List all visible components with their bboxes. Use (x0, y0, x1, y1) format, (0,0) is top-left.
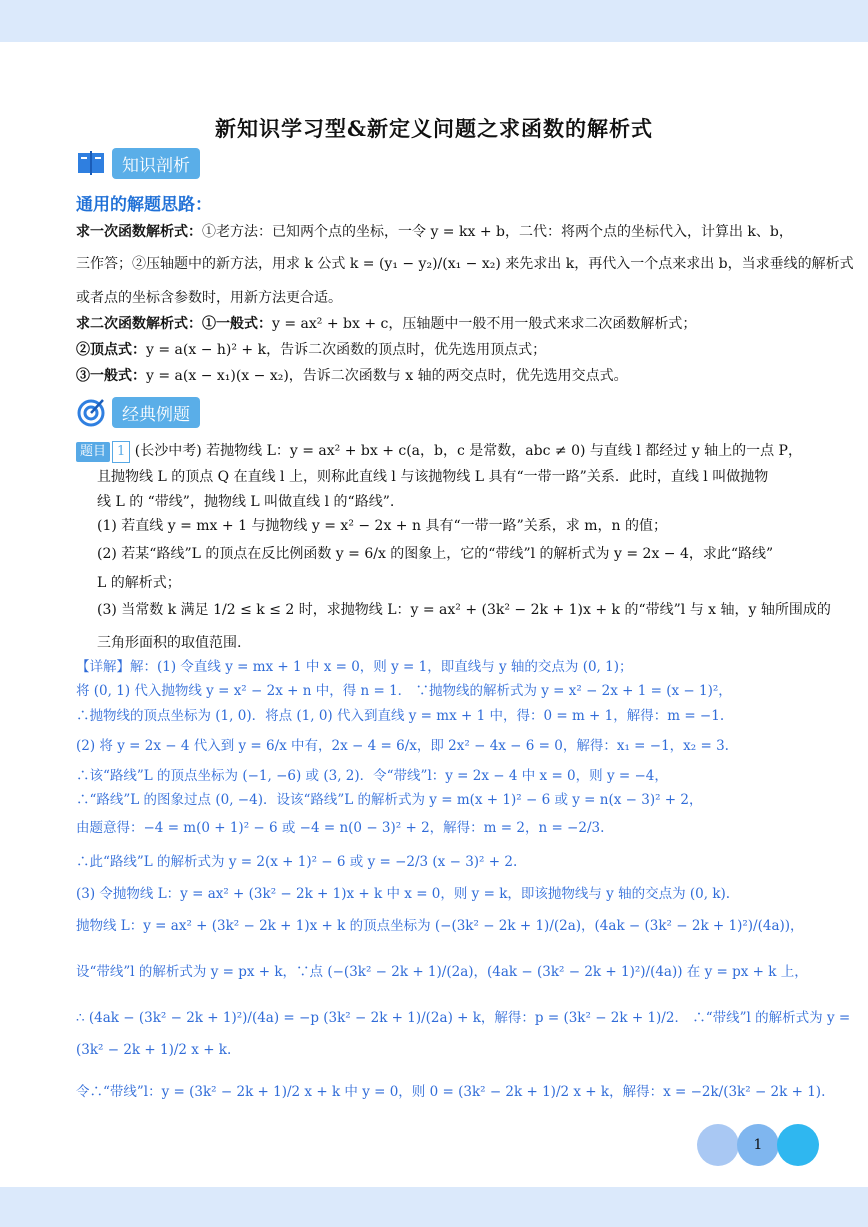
solution-line: ∴该“路线”L 的顶点坐标为 (−1, −6) 或 (3, 2)．令“带线”l：y = 2x − 4 中 x = 0，则 y = −4， (76, 768, 668, 784)
problem-line: (1) 若直线 y = mx + 1 与抛物线 y = x² − 2x + n 具有“一带一路”关系，求 m，n 的值； (97, 518, 667, 534)
problem-line: (3) 当常数 k 满足 1/2 ≤ k ≤ 2 时，求抛物线 L：y = ax² + (3k² − 2k + 1)x + k 的“带线”l 与 x 轴，y 轴所围成的 (97, 602, 831, 618)
solution-line: 将 (0, 1) 代入抛物线 y = x² − 2x + n 中，得 n = 1． ∵抛物线的解析式为 y = x² − 2x + 1 = (x − 1)²， (76, 683, 732, 699)
decor-circle (697, 1124, 739, 1166)
solution-line: (2) 将 y = 2x − 4 代入到 y = 6/x 中有，2x − 4 = 6/x，即 2x² − 4x − 6 = 0，解得：x₁ = −1，x₂ = 3. (76, 738, 729, 754)
knowledge-line: ③一般式：y = a(x − x₁)(x − x₂)，告诉二次函数与 x 轴的两交点时，优先选用交点式。 (76, 368, 628, 384)
problem-tag: 题目 (76, 442, 110, 462)
solution-line: 设“带线”l 的解析式为 y = px + k，∵点 (−(3k² − 2k + 1)/(2a)，(4ak − (3k² − 2k + 1)²)/(4a)) 在 y = px + k 上， (76, 964, 808, 980)
problem-line: L 的解析式； (97, 575, 181, 591)
solution-line: (3) 令抛物线 L：y = ax² + (3k² − 2k + 1)x + k 中 x = 0，则 y = k，即该抛物线与 y 轴的交点为 (0, k). (76, 886, 731, 902)
section-knowledge (76, 148, 200, 178)
problem-line: 题目 1 (长沙中考) 若抛物线 L：y = ax² + bx + c(a，b，c 是常数，abc ≠ 0) 与直线 l 都经过 y 轴上的一点 P， (76, 441, 796, 463)
section-examples (76, 397, 200, 427)
target-icon (76, 397, 106, 427)
book-icon (76, 148, 106, 178)
knowledge-line: ②顶点式：y = a(x − h)² + k，告诉二次函数的顶点时，优先选用顶点式； (76, 342, 547, 358)
decor-circle (777, 1124, 819, 1166)
knowledge-line: 或者点的坐标含参数时，用新方法更合适。 (76, 290, 342, 306)
solution-line: ∴ (4ak − (3k² − 2k + 1)²)/(4a) = −p (3k² − 2k + 1)/(2a) + k，解得：p = (3k² − 2k + 1)/2． ∴“带线”l 的解析式为 y = (76, 1010, 851, 1026)
knowledge-line: 求二次函数解析式：①一般式：y = ax² + bx + c，压轴题中一般不用一般式来求二次函数解析式； (76, 316, 697, 332)
page-title: 新知识学习型&新定义问题之求函数的解析式 (215, 116, 653, 141)
problem-line: 且抛物线 L 的顶点 Q 在直线 l 上，则称此直线 l 与该抛物线 L 具有“一带一路”关系．此时，直线 l 叫做抛物 (97, 469, 769, 485)
problem-number: 1 (112, 441, 130, 463)
solution-line: 令∴“带线”l：y = (3k² − 2k + 1)/2 x + k 中 y = 0，则 0 = (3k² − 2k + 1)/2 x + k，解得：x = −2k/(3k² − 2k + 1). (76, 1084, 826, 1100)
solution-line: 抛物线 L：y = ax² + (3k² − 2k + 1)x + k 的顶点坐标为 (−(3k² − 2k + 1)/(2a)，(4ak − (3k² − 2k + 1)²)/(4a))， (76, 918, 804, 934)
problem-line: (2) 若某“路线”L 的顶点在反比例函数 y = 6/x 的图象上，它的“带线”l 的解析式为 y = 2x − 4，求此“路线” (97, 546, 774, 562)
method-subhead: 通用的解题思路： (76, 195, 212, 215)
solution-line: 【详解】解：(1) 令直线 y = mx + 1 中 x = 0，则 y = 1，即直线与 y 轴的交点为 (0, 1)； (76, 659, 633, 675)
knowledge-line: 求一次函数解析式：①老方法：已知两个点的坐标，一令 y = kx + b，二代：将两个点的坐标代入，计算出 k、b， (76, 224, 793, 240)
solution-line: (3k² − 2k + 1)/2 x + k. (76, 1042, 232, 1058)
knowledge-line: 三作答；②压轴题中的新方法，用求 k 公式 k = (y₁ − y₂)/(x₁ − x₂) 来先求出 k，再代入一个点来求出 b，当求垂线的解析式 (76, 256, 854, 272)
solution-line: ∴此“路线”L 的解析式为 y = 2(x + 1)² − 6 或 y = −2/3 (x − 3)² + 2. (76, 854, 518, 870)
section-label-knowledge: 知识剖析 (112, 148, 200, 179)
problem-line: 线 L 的 “带线”，抛物线 L 叫做直线 l 的“路线”. (97, 494, 395, 510)
top-band (0, 0, 868, 42)
solution-line: ∴“路线”L 的图象过点 (0, −4)．设该“路线”L 的解析式为 y = m(x + 1)² − 6 或 y = n(x − 3)² + 2， (76, 792, 703, 808)
solution-line: 由题意得：−4 = m(0 + 1)² − 6 或 −4 = n(0 − 3)² + 2，解得：m = 2，n = −2/3. (76, 820, 605, 836)
problem-line: 三角形面积的取值范围. (97, 635, 242, 651)
page-number-badge (697, 1124, 821, 1166)
page-number: 1 (753, 1137, 763, 1153)
section-label-examples: 经典例题 (112, 397, 200, 428)
solution-line: ∴抛物线的顶点坐标为 (1, 0)．将点 (1, 0) 代入到直线 y = mx + 1 中，得：0 = m + 1，解得：m = −1. (76, 708, 725, 724)
bottom-band (0, 1187, 868, 1227)
